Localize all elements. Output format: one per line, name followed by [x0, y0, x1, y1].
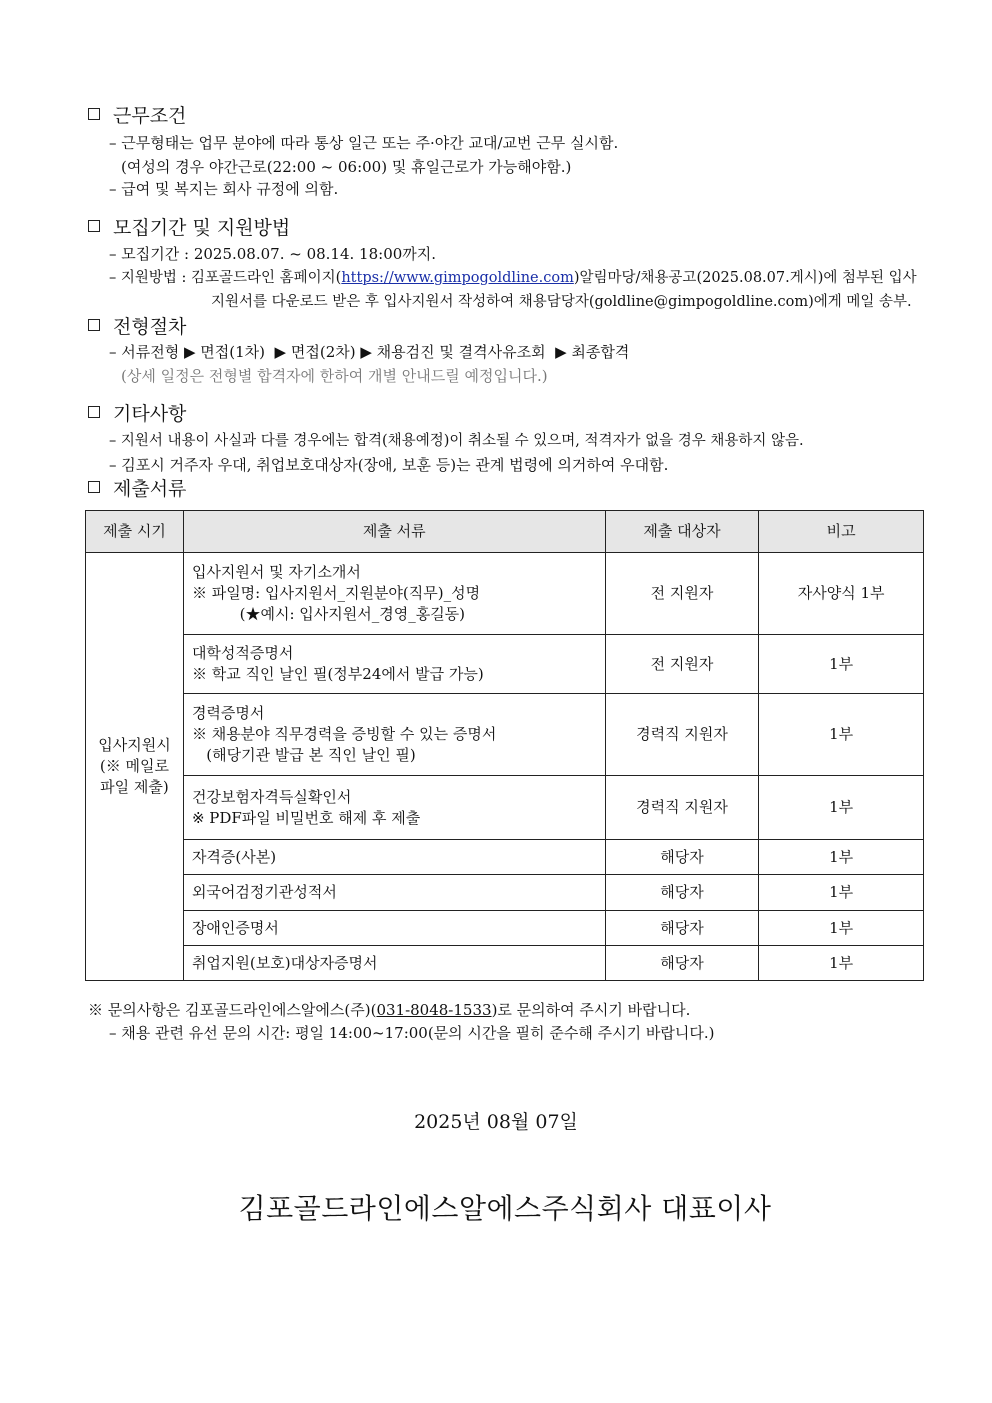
document-line: 대학성적증명서 — [191, 644, 294, 662]
header-target: 제출 대상자 — [605, 511, 759, 553]
document-line: (★예시: 입사지원서_경영_홍길동) — [191, 605, 466, 623]
submission-timing-cell: 입사지원시 (※ 메일로 파일 제출) — [86, 553, 184, 981]
note-cell: 1부 — [759, 776, 924, 840]
note-cell: 1부 — [759, 875, 924, 911]
table-row — [86, 776, 924, 840]
company-signature: 김포골드라인에스알에스주식회사 대표이사 — [238, 1192, 772, 1225]
section-docs-title: 제출서류 — [88, 477, 186, 501]
table-row — [86, 840, 924, 875]
homepage-link[interactable]: https://www.gimpogoldline.com — [341, 270, 574, 286]
target-cell: 해당자 — [605, 840, 759, 875]
section-etc-title: 기타사항 — [88, 402, 186, 426]
target-cell: 전 지원자 — [605, 553, 759, 635]
work-line-3: – 급여 및 복지는 회사 규정에 의함. — [109, 180, 339, 198]
inquiry-phone: 031-8048-1533 — [376, 1001, 492, 1019]
inquiry-hours: – 채용 관련 유선 문의 시간: 평일 14:00~17:00(문의 시간을 필히 준수해 주시기 바랍니다.) — [109, 1024, 715, 1042]
process-steps: – 서류전형 ▶ 면접(1차) ▶ 면접(2차) ▶ 채용검진 및 결격사유조회 ▶ 최종합격 — [109, 343, 630, 361]
note-cell: 1부 — [759, 946, 924, 981]
work-line-1: – 근무형태는 업무 분야에 따라 통상 일근 또는 주·야간 교대/교번 근무 실시함. — [109, 134, 619, 152]
document-line: (해당기관 발급 본 직인 날인 필) — [191, 746, 416, 764]
document-cell: 외국어검정기관성적서 — [183, 875, 605, 911]
note-cell: 자사양식 1부 — [759, 553, 924, 635]
table-row — [86, 694, 924, 776]
table-header-row — [86, 511, 924, 553]
document-line: ※ 채용분야 직무경력을 증빙할 수 있는 증명서 — [191, 725, 497, 743]
target-cell: 경력직 지원자 — [605, 694, 759, 776]
target-cell: 해당자 — [605, 946, 759, 981]
etc-line-1: – 지원서 내용이 사실과 다를 경우에는 합격(채용예정)이 취소될 수 있으며, 적격자가 없을 경우 채용하지 않음. — [109, 433, 804, 449]
target-cell: 경력직 지원자 — [605, 776, 759, 840]
note-cell: 1부 — [759, 911, 924, 946]
document-line: ※ 파일명: 입사지원서_지원분야(직무)_성명 — [191, 584, 481, 602]
document-cell — [183, 553, 605, 635]
table-row — [86, 635, 924, 694]
document-cell — [183, 694, 605, 776]
section-work-title: 근무조건 — [88, 104, 186, 128]
document-line: 입사지원서 및 자기소개서 — [191, 563, 361, 581]
note-cell: 1부 — [759, 694, 924, 776]
checkbox-bullet-icon — [88, 108, 100, 120]
etc-line-2: – 김포시 거주자 우대, 취업보호대상자(장애, 보훈 등)는 관계 법령에 의거하여 우대함. — [109, 456, 669, 474]
checkbox-bullet-icon — [88, 319, 100, 331]
process-note: (상세 일정은 전형별 합격자에 한하여 개별 안내드릴 예정입니다.) — [121, 367, 548, 385]
inquiry-note: ※ 문의사항은 김포골드라인에스알에스(주)(031-8048-1533)로 문의하여 주시기 바랍니다. — [88, 1001, 691, 1019]
section-process-title: 전형절차 — [88, 315, 186, 339]
document-line: 경력증명서 — [191, 704, 265, 722]
document-line: ※ PDF파일 비밀번호 해제 후 제출 — [191, 808, 421, 827]
checkbox-bullet-icon — [88, 406, 100, 418]
header-timing: 제출 시기 — [86, 511, 184, 553]
document-cell: 장애인증명서 — [183, 911, 605, 946]
apply-method-line-1: – 지원방법 : 김포골드라인 홈페이지(https://www.gimpogoldline.com)알림마당/채용공고(2025.08.07.게시)에 첨부된 입사 — [109, 270, 917, 286]
document-cell: 취업지원(보호)대상자증명서 — [183, 946, 605, 981]
apply-method-line-2: 지원서를 다운로드 받은 후 입사지원서 작성하여 채용담당자(goldline@gimpogoldline.com)에게 메일 송부. — [211, 294, 912, 310]
table-row — [86, 911, 924, 946]
target-cell: 해당자 — [605, 911, 759, 946]
header-note: 비고 — [759, 511, 924, 553]
section-apply-title: 모집기간 및 지원방법 — [88, 216, 290, 240]
table-row — [86, 946, 924, 981]
document-date: 2025년 08월 07일 — [414, 1111, 578, 1133]
document-line: 건강보험자격득실확인서 — [191, 787, 352, 806]
target-cell: 해당자 — [605, 875, 759, 911]
note-cell: 1부 — [759, 840, 924, 875]
document-line: ※ 학교 직인 날인 필(정부24에서 발급 가능) — [191, 665, 484, 683]
work-line-2: (여성의 경우 야간근로(22:00 ~ 06:00) 및 휴일근로가 가능해야함.) — [121, 158, 572, 176]
table-row — [86, 875, 924, 911]
target-cell: 전 지원자 — [605, 635, 759, 694]
documents-table — [85, 510, 924, 981]
note-cell: 1부 — [759, 635, 924, 694]
header-documents: 제출 서류 — [183, 511, 605, 553]
document-cell — [183, 776, 605, 840]
apply-period: – 모집기간 : 2025.08.07. ~ 08.14. 18:00까지. — [109, 245, 437, 263]
table-row — [86, 553, 924, 635]
document-cell — [183, 635, 605, 694]
checkbox-bullet-icon — [88, 481, 100, 493]
document-cell: 자격증(사본) — [183, 840, 605, 875]
checkbox-bullet-icon — [88, 220, 100, 232]
